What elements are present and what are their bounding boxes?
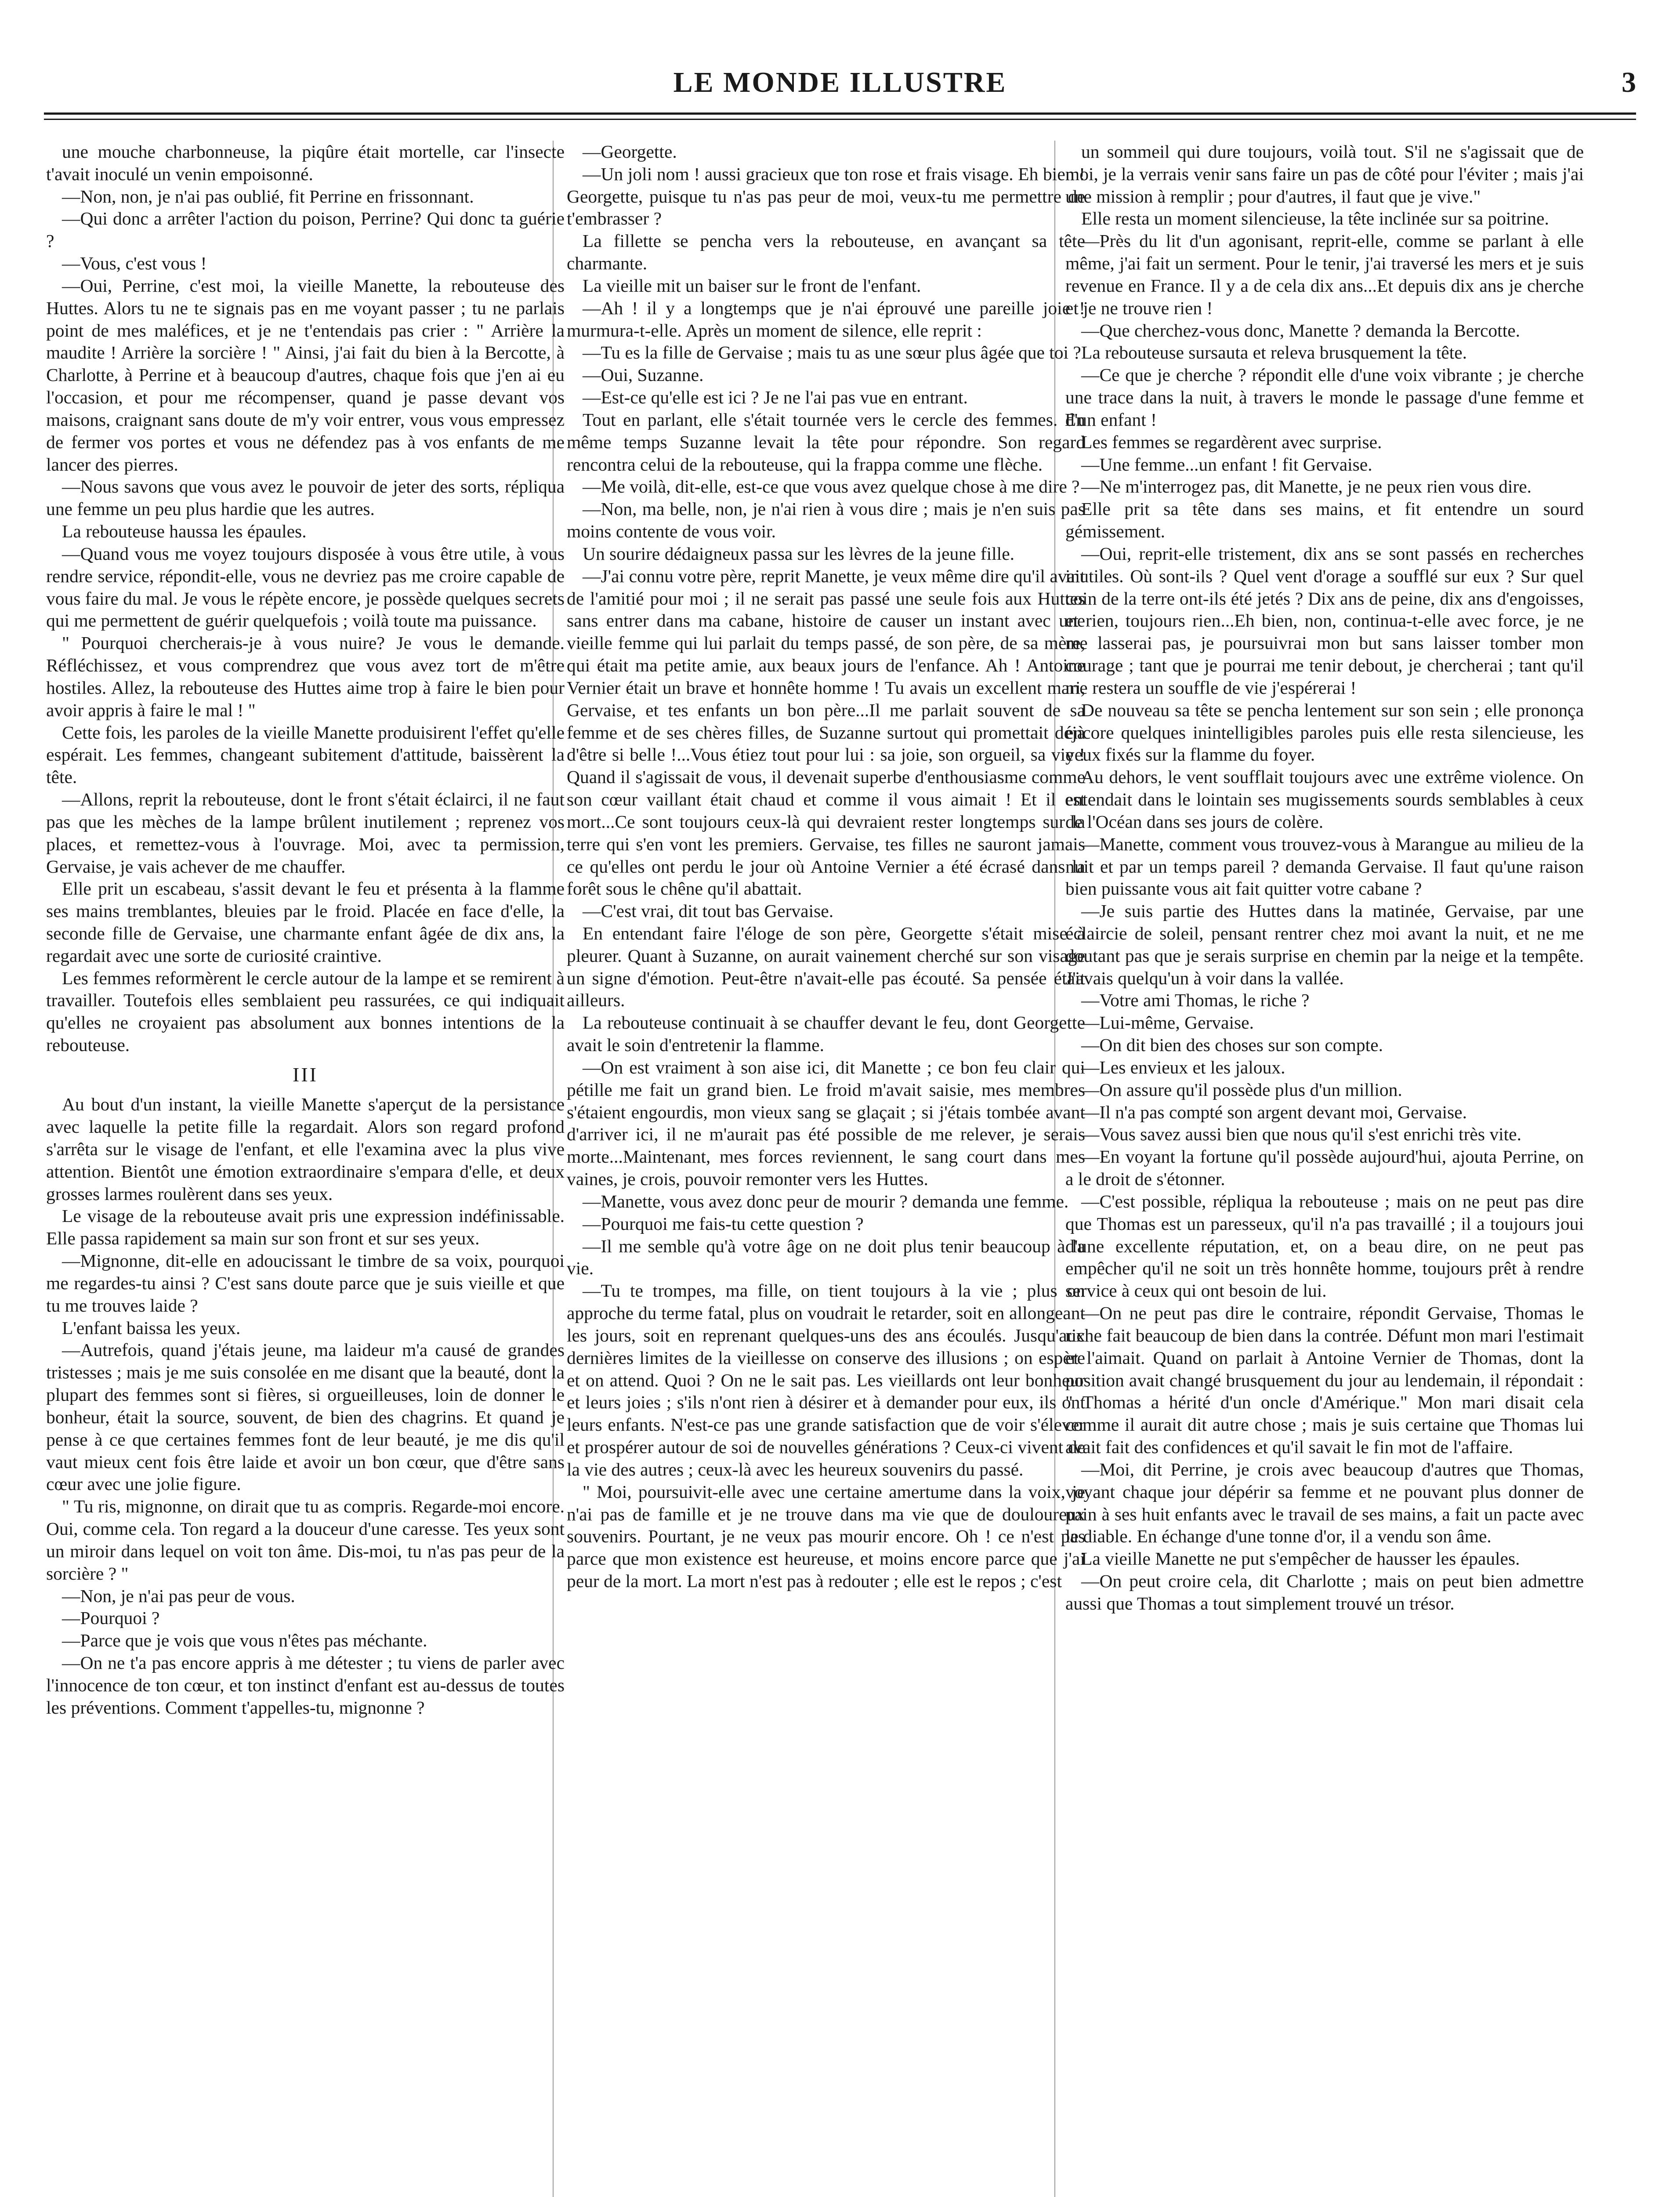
- paragraph: —Près du lit d'un agonisant, reprit-elle, comme se parlant à elle même, j'ai fait un serment. Pour le tenir, j'ai traversé les mers et je suis revenue en France. Il y a de cela dix ans...Et depuis dix ans je cherche et je ne trouve rien !: [1065, 231, 1584, 318]
- paragraph: —Est-ce qu'elle est ici ? Je ne l'ai pas vue en entrant.: [583, 387, 968, 408]
- paragraph: —Non, je n'ai pas peur de vous.: [62, 1585, 295, 1606]
- paragraph: —Tu es la fille de Gervaise ; mais tu as une sœur plus âgée que toi ?: [583, 342, 1081, 363]
- paragraph: De nouveau sa tête se pencha lentement sur son sein ; elle prononça encore quelques inintelligibles paroles puis elle resta silencieuse, les yeux fixés sur la flamme du foyer.: [1065, 700, 1584, 765]
- paragraph: Un sourire dédaigneux passa sur les lèvres de la jeune fille.: [583, 543, 1014, 564]
- text-column-1: [46, 141, 565, 2197]
- paragraph: —Un joli nom ! aussi gracieux que ton rose et frais visage. Eh bien ! Georgette, puisque tu n'as pas peur de moi, veux-tu me permettre de t'embrasser ?: [567, 163, 1085, 229]
- paragraph: —Non, non, je n'ai pas oublié, fit Perrine en frissonnant.: [62, 186, 474, 207]
- paragraph: —Oui, reprit-elle tristement, dix ans se sont passés en recherches inutiles. Où sont-ils ? Quel vent d'orage a soufflé sur eux ? Sur quel coin de la terre ont-ils été jetés ? Dix ans de peine, dix ans d'engoisses, et rien, toujours rien...Eh bien, non, continua-t-elle avec force, je ne me lasserai pas, je poursuivrai mon but sans laisser tomber mon courage ; tant que je pourrai me tenir debout, je chercherai ; tant qu'il me restera un souffle de vie j'espérerai !: [1065, 543, 1584, 698]
- paragraph: " Tu ris, mignonne, on dirait que tu as compris. Regarde-moi encore. Oui, comme cela. Ton regard a la douceur d'une caresse. Tes yeux sont un miroir dans lequel on voit ton âme. Dis-moi, tu n'as pas peur de la sorcière ? ": [46, 1496, 565, 1584]
- paragraph: —Ne m'interrogez pas, dit Manette, je ne peux rien vous dire.: [1081, 476, 1532, 497]
- paragraph: —Moi, dit Perrine, je crois avec beaucoup d'autres que Thomas, voyant chaque jour dépérir sa femme et ne pouvant plus donner de pain à ses huit enfants avec le travail de ses mains, a fait un pacte avec le diable. En échange d'une tonne d'or, il a vendu son âme.: [1065, 1459, 1584, 1547]
- paragraph: —Votre ami Thomas, le riche ?: [1081, 990, 1310, 1011]
- paragraph: —Pourquoi me fais-tu cette question ?: [583, 1213, 864, 1234]
- paragraph: —Manette, vous avez donc peur de mourir ? demanda une femme.: [583, 1191, 1069, 1211]
- paragraph: La vieille Manette ne put s'empêcher de hausser les épaules.: [1081, 1548, 1520, 1569]
- paragraph: —Vous savez aussi bien que nous qu'il s'est enrichi très vite.: [1081, 1124, 1521, 1145]
- header-rule: [44, 112, 1636, 115]
- masthead: [44, 66, 1636, 114]
- paragraph: —Il n'a pas compté son argent devant moi, Gervaise.: [1081, 1102, 1467, 1122]
- paragraph: " Pourquoi chercherais-je à vous nuire? Je vous le demande. Réfléchissez, et vous comprendrez que vous avez tort de m'être hostiles. Allez, la rebouteuse des Huttes aime trop à faire le bien pour avoir appris à faire le mal ! ": [46, 633, 565, 720]
- paragraph: En entendant faire l'éloge de son père, Georgette s'était mise à pleurer. Quant à Suzanne, on aurait vainement cherché sur son visage un signe d'émotion. Peut-être n'avait-elle pas écouté. Sa pensée était ailleurs.: [567, 923, 1085, 1011]
- newspaper-title: LE MONDE ILLUSTRE: [673, 66, 1007, 98]
- paragraph: Au dehors, le vent soufflait toujours avec une extrême violence. On entendait dans le lointain ses mugissements sourds semblables à ceux de l'Océan dans ses jours de colère.: [1065, 767, 1584, 832]
- paragraph: —Vous, c'est vous !: [62, 253, 207, 274]
- paragraph: —Quand vous me voyez toujours disposée à vous être utile, à vous rendre service, répondit-elle, vous ne devriez pas me croire capable de vous faire du mal. Je vous le répète encore, je possède quelques secrets qui me permettent de guérir quelquefois ; voilà toute ma puissance.: [46, 543, 565, 631]
- paragraph: —En voyant la fortune qu'il possède aujourd'hui, ajouta Perrine, on a le droit de s'étonner.: [1065, 1146, 1584, 1189]
- paragraph: Le visage de la rebouteuse avait pris une expression indéfinissable. Elle passa rapidement sa main sur son front et sur ses yeux.: [46, 1206, 565, 1249]
- paragraph: —J'ai connu votre père, reprit Manette, je veux même dire qu'il avait de l'amitié pour moi ; il ne serait pas passé une seule fois aux Huttes sans entrer dans ma cabane, histoire de causer un instant avec une vieille femme qui lui parlait du temps passé, de son père, de sa mère, qui était ma petite amie, aux beaux jours de l'enfance. Ah ! Antoine Vernier était un brave et honnête homme ! Tu avais un excellent mari, Gervaise, et tes enfants un bon père...Il me parlait souvent de sa femme et de ses chères filles, de Suzanne surtout qui promettait déjà d'être si belle !...Vous étiez tout pour lui : sa joie, son orgueil, sa vie ! Quand il s'agissait de vous, il devenait superbe d'enthousiasme comme son cœur vaillant était chaud et comme il vous aimait ! Et il est mort...Ce sont toujours ceux-là qui devraient rester longtemps sur la terre qui s'en vont les premiers. Gervaise, tes filles ne sauront jamais ce qu'elles ont perdu le jour où Antoine Vernier a été écrasé dans la forêt sous le chêne qu'il abattait.: [567, 566, 1085, 899]
- paragraph: —Il me semble qu'à votre âge on ne doit plus tenir beaucoup à la vie.: [567, 1236, 1085, 1279]
- header-rule-thin: [44, 119, 1636, 120]
- paragraph: —On assure qu'il possède plus d'un million.: [1081, 1079, 1402, 1100]
- paragraph: L'enfant baissa les yeux.: [62, 1317, 241, 1338]
- paragraph: —On peut croire cela, dit Charlotte ; mais on peut bien admettre aussi que Thomas a tout simplement trouvé un trésor.: [1065, 1571, 1584, 1613]
- paragraph: —Ah ! il y a longtemps que je n'ai éprouvé une pareille joie ! murmura-t-elle. Après un moment de silence, elle reprit :: [567, 297, 1085, 341]
- paragraph: —Parce que je vois que vous n'êtes pas méchante.: [62, 1630, 427, 1651]
- paragraph: —Les envieux et les jaloux.: [1081, 1057, 1285, 1077]
- text-column-2: [567, 141, 1085, 2197]
- paragraph: —Nous savons que vous avez le pouvoir de jeter des sorts, répliqua une femme un peu plus hardie que les autres.: [46, 476, 565, 519]
- paragraph: —C'est vrai, dit tout bas Gervaise.: [583, 901, 834, 921]
- page-number: 3: [1622, 66, 1636, 98]
- paragraph: —Allons, reprit la rebouteuse, dont le front s'était éclairci, il ne faut pas que les mèches de la lampe brûlent inutilement ; reprenez vos places, et remettez-vous à l'ouvrage. Moi, avec ta permission, Gervaise, je vais achever de me chauffer.: [46, 789, 565, 877]
- text-column-3: [1065, 141, 1584, 2197]
- paragraph: Elle prit sa tête dans ses mains, et fit entendre un sourd gémissement.: [1065, 499, 1584, 542]
- paragraph: —On ne peut pas dire le contraire, répondit Gervaise, Thomas le riche fait beaucoup de bien dans la contrée. Défunt mon mari l'estimait et l'aimait. Quand on parlait à Antoine Vernier de Thomas, dont la position avait changé brusquement du jour au lendemain, il répondait : " Thomas a hérité d'un oncle d'Amérique." Mon mari disait cela comme il aurait dit autre chose ; mais je suis certaine que Thomas lui avait fait des confidences et qu'il savait le fin mot de l'affaire.: [1065, 1303, 1584, 1457]
- paragraph: —On ne t'a pas encore appris à me détester ; tu viens de parler avec l'innocence de ton cœur, et ton instinct d'enfant est au-dessus de toutes les préventions. Comment t'appelles-tu, mignonne ?: [46, 1653, 565, 1718]
- paragraph: Cette fois, les paroles de la vieille Manette produisirent l'effet qu'elle espérait. Les femmes, changeant subitement d'attitude, baissèrent la tête.: [46, 722, 565, 787]
- paragraph: Les femmes reformèrent le cercle autour de la lampe et se remirent à travailler. Toutefois elles semblaient peu rassurées, ce qui indiquait qu'elles ne croyaient pas absolument aux bonnes intentions de la rebouteuse.: [46, 968, 565, 1055]
- paragraph: —Ce que je cherche ? répondit elle d'une voix vibrante ; je cherche une trace dans la nuit, à travers le monde le passage d'une femme et d'un enfant !: [1065, 365, 1584, 430]
- paragraph: un sommeil qui dure toujours, voilà tout. S'il ne s'agissait que de moi, je la verrais venir sans faire un pas de côté pour l'éviter ; mais j'ai une mission à remplir ; pour d'autres, il faut que je vive.": [1065, 141, 1584, 207]
- paragraph: —C'est possible, répliqua la rebouteuse ; mais on ne peut pas dire que Thomas est un paresseux, qu'il n'a pas travaillé ; il a toujours joui d'une excellente réputation, et, on a beau dire, on ne peut pas empêcher qu'il ne soit un très honnête homme, toujours prêt à rendre service à ceux qui ont besoin de lui.: [1065, 1191, 1584, 1301]
- paragraph: —Lui-même, Gervaise.: [1081, 1012, 1254, 1033]
- paragraph: Elle resta un moment silencieuse, la tête inclinée sur sa poitrine.: [1081, 208, 1549, 229]
- paragraph: Au bout d'un instant, la vieille Manette s'aperçut de la persistance avec laquelle la petite fille la regardait. Alors son regard profond s'arrêta sur le visage de l'enfant, et elle l'examina avec la plus vive attention. Bientôt une émotion extraordinaire s'empara d'elle, et deux grosses larmes roulèrent dans ses yeux.: [46, 1094, 565, 1204]
- paragraph: —Oui, Suzanne.: [583, 365, 704, 385]
- paragraph: La rebouteuse continuait à se chauffer devant le feu, dont Georgette avait le soin d'entretenir la flamme.: [567, 1012, 1085, 1055]
- paragraph: —Georgette.: [583, 141, 677, 162]
- paragraph: —Manette, comment vous trouvez-vous à Marangue au milieu de la nuit et par un temps pareil ? demanda Gervaise. Il faut qu'une raison bien puissante vous ait fait quitter votre cabane ?: [1065, 834, 1584, 899]
- paragraph: —Pourquoi ?: [62, 1608, 160, 1628]
- section-heading: III: [293, 1063, 318, 1086]
- paragraph: —Que cherchez-vous donc, Manette ? demanda la Bercotte.: [1081, 320, 1521, 341]
- paragraph: La vieille mit un baiser sur le front de l'enfant.: [583, 275, 921, 296]
- paragraph: —Me voilà, dit-elle, est-ce que vous avez quelque chose à me dire ?: [583, 476, 1080, 497]
- paragraph: une mouche charbonneuse, la piqûre était mortelle, car l'insecte t'avait inoculé un venin empoisonné.: [46, 141, 565, 184]
- paragraph: —Je suis partie des Huttes dans la matinée, Gervaise, par une éclaircie de soleil, pensant rentrer chez moi avant la nuit, et ne me doutant pas que je serais surprise en chemin par la neige et la tempête. J'avais quelqu'un à voir dans la vallée.: [1065, 901, 1584, 988]
- paragraph: —Autrefois, quand j'étais jeune, ma laideur m'a causé de grandes tristesses ; mais je me suis consolée en me disant que la beauté, dont la plupart des femmes sont si fières, si orgueilleuses, loin de donner le bonheur, était la source, souvent, de bien des chagrins. Et quand je pense à ce que certaines femmes font de leur beauté, je me dis qu'il vaut mieux cent fois être laide et avoir un bon cœur, que d'être sans cœur avec une jolie figure.: [46, 1340, 565, 1494]
- paragraph: —On est vraiment à son aise ici, dit Manette ; ce bon feu clair qui pétille me fait un grand bien. Le froid m'avait saisie, mes membres s'étaient engourdis, mon vieux sang se glaçait ; si j'étais tombée avant d'arriver ici, il ne m'aurait pas été possible de me relever, je serais morte...Maintenant, mes forces reviennent, le sang court dans mes vaines, je crois, pouvoir remonter vers les Huttes.: [567, 1057, 1085, 1189]
- paragraph: —Mignonne, dit-elle en adoucissant le timbre de sa voix, pourquoi me regardes-tu ainsi ? C'est sans doute parce que je suis vieille et que tu me trouves laide ?: [46, 1251, 565, 1316]
- paragraph: Tout en parlant, elle s'était tournée vers le cercle des femmes. En même temps Suzanne levait la tête pour répondre. Son regard rencontra celui de la rebouteuse, qui la frappa comme une flèche.: [567, 409, 1085, 475]
- paragraph: —Oui, Perrine, c'est moi, la vieille Manette, la rebouteuse des Huttes. Alors tu ne te signais pas en me voyant passer ; tu ne parlais point de mes maléfices, et je ne t'entendais pas crier : " Arrière la maudite ! Arrière la sorcière ! " Ainsi, j'ai fait du bien à la Bercotte, à Charlotte, à Perrine et à beaucoup d'autres, chaque fois que j'en ai eu l'occasion, et pour me récompenser, quand je passe devant vos maisons, craignant sans doute de m'y voir entrer, vous vous empressez de fermer vos portes et vous ne défendez pas à vos enfants de me lancer des pierres.: [46, 275, 565, 475]
- paragraph: —Une femme...un enfant ! fit Gervaise.: [1081, 454, 1372, 475]
- paragraph: —Non, ma belle, non, je n'ai rien à vous dire ; mais je n'en suis pas moins contente de vous voir.: [567, 499, 1085, 542]
- paragraph: Elle prit un escabeau, s'assit devant le feu et présenta à la flamme ses mains tremblantes, bleuies par le froid. Placée en face d'elle, la seconde fille de Gervaise, une charmante enfant âgée de dix ans, la regardait avec une sorte de curiosité craintive.: [46, 878, 565, 966]
- paragraph: —Tu te trompes, ma fille, on tient toujours à la vie ; plus on approche du terme fatal, plus on voudrait le retarder, soit en allongeant les jours, soit en reprenant quelques-uns des ans écoulés. Jusqu'aux dernières limites de la vieillesse on conserve des illusions ; on espère et on attend. Quoi ? On ne le sait pas. Les vieillards ont leur bonheur et leurs joies ; s'ils n'ont rien à désirer et à demander pour eux, ils ont leurs enfants. N'est-ce pas une grande satisfaction que de voir s'élever et prospérer autour de soi de nouvelles générations ? Ceux-ci vivent de la vie des autres ; ceux-là avec les heureux souvenirs du passé.: [567, 1280, 1085, 1479]
- paragraph: La fillette se pencha vers la rebouteuse, en avançant sa tête charmante.: [567, 231, 1085, 274]
- paragraph: —On dit bien des choses sur son compte.: [1081, 1035, 1383, 1055]
- paragraph: La rebouteuse haussa les épaules.: [62, 521, 307, 542]
- paragraph: —Qui donc a arrêter l'action du poison, Perrine? Qui donc ta guérie ?: [46, 208, 565, 251]
- paragraph: Les femmes se regardèrent avec surprise.: [1081, 431, 1382, 452]
- paragraph: " Moi, poursuivit-elle avec une certaine amertume dans la voix, je n'ai pas de famille et je ne trouve dans ma vie que de douloureux souvenirs. Pourtant, je ne veux pas mourir encore. Oh ! ce n'est pas parce que mon existence est heureuse, et moins encore parce que j'ai peur de la mort. La mort n'est pas à redouter ; elle est le repos ; c'est: [567, 1481, 1085, 1591]
- paragraph: La rebouteuse sursauta et releva brusquement la tête.: [1081, 342, 1467, 363]
